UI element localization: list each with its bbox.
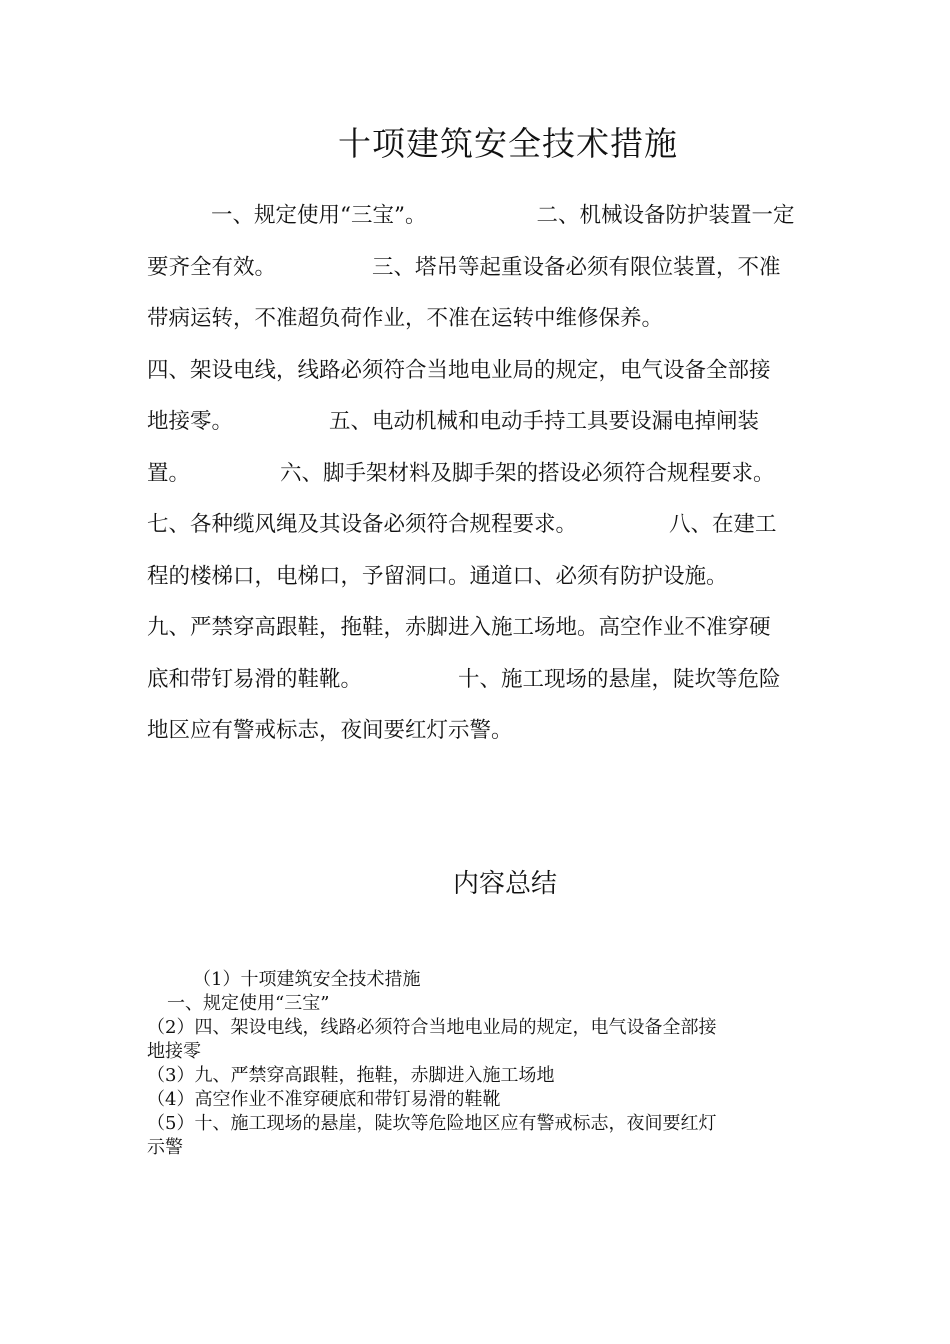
body-line — [147, 396, 807, 448]
body-segment: 底和带钉易滑的鞋靴。 — [147, 666, 363, 692]
body-segment: 九、严禁穿高跟鞋，拖鞋，赤脚进入施工场地。高空作业不准穿硬 — [147, 615, 771, 640]
document-title: 十项建筑安全技术措施 — [338, 124, 678, 163]
body-segment: 三、塔吊等起重设备必须有限位装置，不准 — [372, 254, 781, 280]
body-line — [147, 551, 807, 603]
summary-line: （3）九、严禁穿高跟鞋，拖鞋，赤脚进入施工场地 — [147, 1065, 555, 1086]
body-line — [147, 293, 807, 345]
body-segment: 七、各种缆风绳及其设备必须符合规程要求。 — [147, 512, 578, 537]
body-line — [147, 499, 807, 551]
body-line — [147, 705, 807, 757]
body-line — [147, 654, 807, 706]
summary-line: 一、规定使用“三宝” — [167, 993, 330, 1014]
summary-list — [147, 968, 807, 1160]
summary-line: 地接零 — [147, 1041, 201, 1062]
body-segment: 五、电动机械和电动手持工具要设漏电掉闸装 — [329, 409, 760, 434]
body-segment: 八、在建工 — [669, 512, 777, 537]
summary-line: 示警 — [147, 1137, 183, 1158]
body-line — [147, 448, 807, 500]
body-segment: 十、施工现场的悬崖，陡坎等危险 — [458, 666, 781, 692]
body-segment: 要齐全有效。 — [147, 254, 277, 280]
body-segment: 六、脚手架材料及脚手架的搭设必须符合规程要求。 — [280, 460, 775, 486]
body-segment: 地区应有警戒标志，夜间要红灯示警。 — [147, 718, 513, 743]
body-line — [147, 345, 807, 397]
summary-line: （2）四、架设电线，线路必须符合当地电业局的规定，电气设备全部接 — [147, 1017, 717, 1038]
summary-line: （1）十项建筑安全技术措施 — [193, 969, 421, 990]
summary-title: 内容总结 — [452, 869, 557, 899]
body-line — [147, 602, 807, 654]
body-segment: 地接零。 — [147, 409, 234, 434]
summary-line: （4）高空作业不准穿硬底和带钉易滑的鞋靴 — [147, 1089, 501, 1110]
body-segment: 程的楼梯口，电梯口，予留洞口。通道口、必须有防护设施。 — [147, 563, 728, 589]
body-segment: 二、机械设备防护装置一定 — [536, 203, 795, 228]
body-segment: 带病运转，不准超负荷作业，不准在运转中维修保养。 — [147, 306, 664, 331]
summary-line: （5）十、施工现场的悬崖，陡坎等危险地区应有警戒标志，夜间要红灯 — [147, 1113, 717, 1134]
body-segment: 四、架设电线，线路必须符合当地电业局的规定，电气设备全部接 — [147, 357, 771, 383]
document-body — [147, 190, 807, 757]
body-segment: 置。 — [147, 460, 191, 486]
body-line — [147, 190, 807, 242]
body-line — [147, 242, 807, 294]
body-segment: 一、规定使用“三宝”。 — [211, 203, 427, 228]
